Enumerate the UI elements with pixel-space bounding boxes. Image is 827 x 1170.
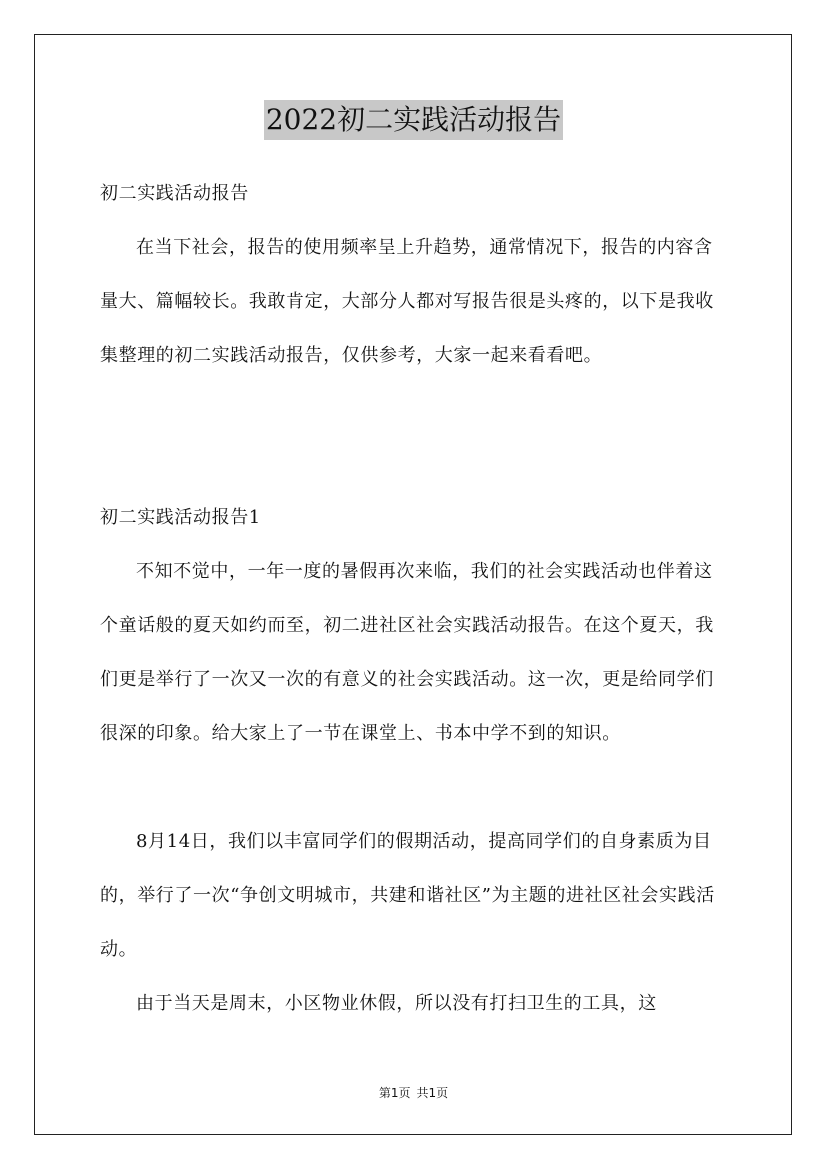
report1-paragraph-3: 由于当天是周末，小区物业休假，所以没有打扫卫生的工具，这 — [136, 993, 657, 1014]
document-title: 2022初二实践活动报告 — [264, 100, 563, 140]
page-footer — [0, 1085, 827, 1101]
report1-paragraph-1: 不知不觉中，一年一度的暑假再次来临，我们的社会实践活动也伴着这个童话般的夏天如约而至，初二进社区社会实践活动报告。在这个夏天，我们更是举行了一次又一次的有意义的社会实践活动。这一次，更是给同学们很深的印象。给大家上了一节在课堂上、书本中学不到的知识。 — [100, 561, 714, 744]
title-container — [0, 100, 827, 140]
page-number-total: 共1页 — [416, 1086, 449, 1100]
report1-paragraph-2: 8月14日，我们以丰富同学们的假期活动，提高同学们的自身素质为目的，举行了一次“争创文明城市，共建和谐社区”为主题的进社区社会实践活动。 — [100, 831, 715, 960]
page-number-current: 第1页 — [378, 1086, 411, 1100]
report1-heading: 初二实践活动报告1 — [100, 507, 261, 528]
section-heading: 初二实践活动报告 — [100, 183, 249, 204]
intro-paragraph: 在当下社会，报告的使用频率呈上升趋势，通常情况下，报告的内容含量大、篇幅较长。我敢肯定，大部分人都对写报告很是头疼的，以下是我收集整理的初二实践活动报告，仅供参考，大家一起来看看吧。 — [100, 237, 714, 366]
